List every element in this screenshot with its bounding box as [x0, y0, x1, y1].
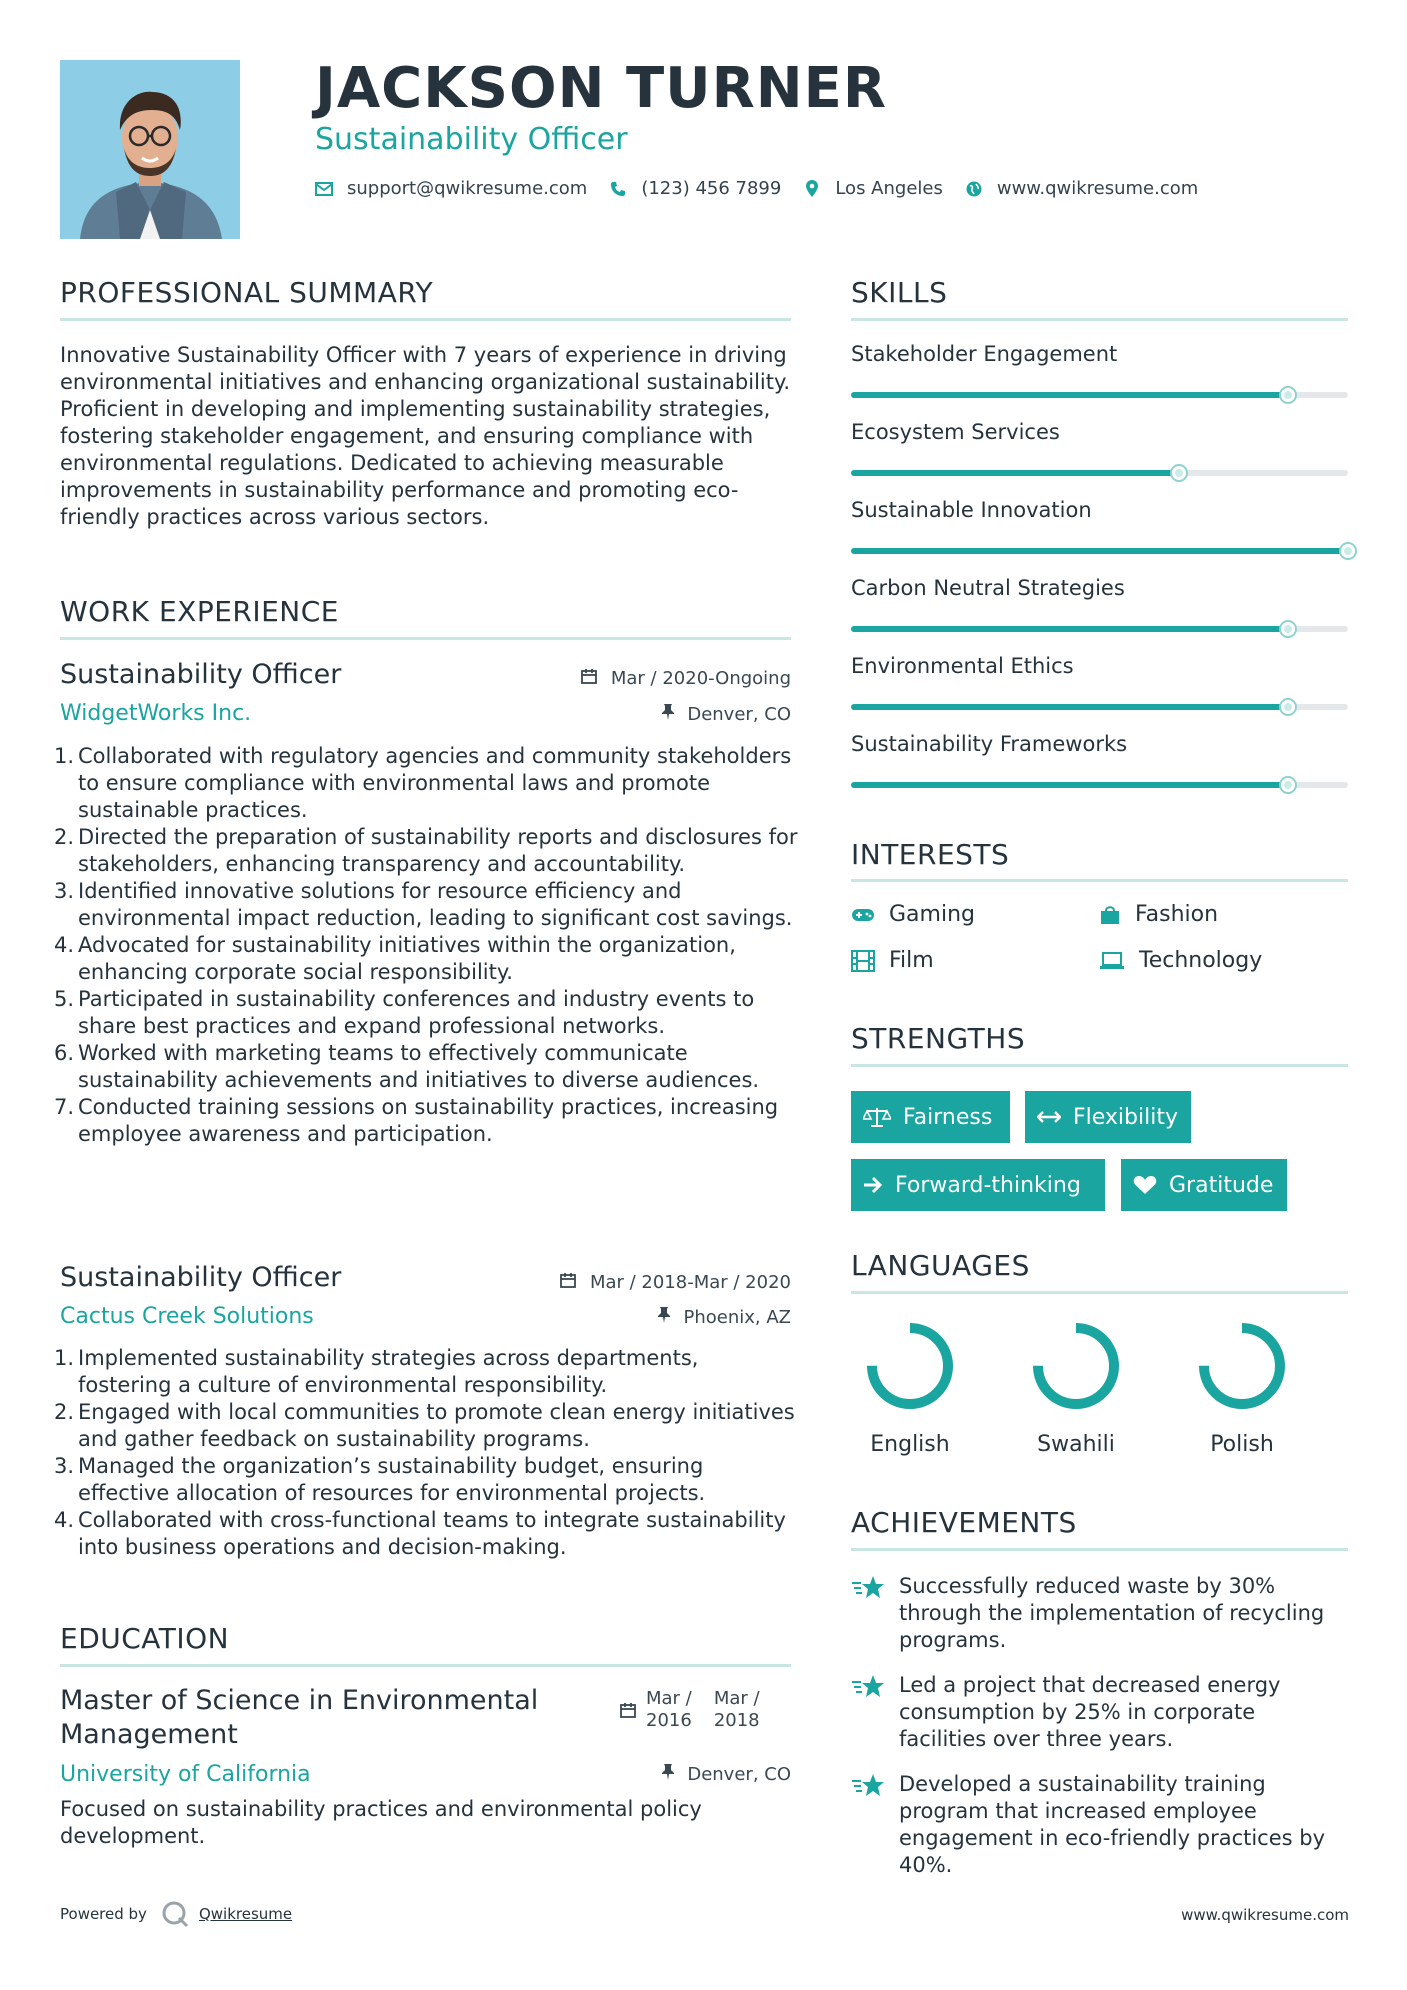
strength-badge-fairness: Fairness	[851, 1091, 1010, 1143]
skill-bar-knob	[1279, 698, 1297, 716]
job-title: Sustainability Officer	[60, 659, 342, 690]
summary-rule	[60, 318, 791, 321]
calendar-icon	[581, 668, 603, 689]
skill-label: Stakeholder Engagement	[851, 342, 1118, 366]
achievements-rule	[851, 1548, 1348, 1551]
job-location	[658, 1307, 791, 1328]
summary-text: Innovative Sustainability Officer with 7 years of experience in driving environmental initiatives and enhancing organizational sustainability. Proficient in developing and implementing sustainability strategies, fostering stakeholder engagement, and ensuring compliance with environmental regulations. Dedicated to achieving measurable improvements in sustainability performance and promoting eco-friendly practices across various sectors.	[60, 343, 791, 529]
education-heading: EDUCATION	[60, 1622, 230, 1655]
achievements-heading: ACHIEVEMENTS	[851, 1506, 1077, 1539]
interest-technology: Technology	[1099, 948, 1262, 973]
skill-bar-knob	[1279, 620, 1297, 638]
education-rule	[60, 1664, 791, 1667]
calendar-icon	[620, 1702, 636, 1732]
language-ring	[1196, 1320, 1288, 1412]
skill-label: Ecosystem Services	[851, 420, 1060, 444]
contact-bar	[315, 178, 1220, 199]
skills-heading: SKILLS	[851, 276, 948, 309]
list-item: 1. Collaborated with regulatory agencies and community stakeholders to ensure compliance with environmental laws and promote sustainable practices.	[53, 744, 792, 822]
education-end: Mar / 2018	[713, 1688, 760, 1731]
footer-website[interactable]: www.qwikresume.com	[1181, 1906, 1349, 1924]
list-item: 1. Implemented sustainability strategies across departments, fostering a culture of environmental responsibility.	[53, 1346, 699, 1397]
skill-bar	[851, 470, 1348, 476]
achievement-item: Successfully reduced waste by 30% through the implementation of recycling programs.	[851, 1573, 1331, 1654]
contact-phone[interactable]: (123) 456 7899	[641, 178, 782, 199]
skill-bar-fill	[851, 782, 1288, 788]
contact-location: Los Angeles	[835, 178, 943, 199]
job-location-text: Phoenix, AZ	[683, 1307, 791, 1328]
phone-icon	[609, 181, 627, 197]
skill-bar-knob	[1279, 386, 1297, 404]
skill-bar	[851, 626, 1348, 632]
balance-scale-icon	[863, 1106, 891, 1128]
skill-label: Sustainability Frameworks	[851, 732, 1128, 756]
interests-heading: INTERESTS	[851, 838, 1010, 871]
job-company: WidgetWorks Inc.	[60, 701, 252, 726]
gamepad-icon	[851, 907, 875, 923]
pushpin-icon	[662, 704, 680, 725]
heart-icon	[1133, 1175, 1157, 1195]
skill-bar	[851, 548, 1348, 554]
qwikresume-logo-icon	[161, 1900, 189, 1928]
job-dates-text: Mar / 2020-Ongoing	[610, 668, 791, 689]
strength-badge-forward-thinking: Forward-thinking	[851, 1159, 1105, 1211]
calendar-icon	[560, 1272, 582, 1293]
list-item: 3. Identified innovative solutions for resource efficiency and environmental impact reduction, leading to significant cost savings.	[53, 879, 793, 930]
language-name: Swahili	[1037, 1432, 1115, 1457]
skills-rule	[851, 318, 1348, 321]
education-description: Focused on sustainability practices and environmental policy development.	[60, 1797, 702, 1848]
globe-icon	[965, 181, 983, 197]
skill-bar-fill	[851, 626, 1288, 632]
skill-bar	[851, 392, 1348, 398]
skill-bar-fill	[851, 548, 1348, 554]
contact-website[interactable]: www.qwikresume.com	[996, 178, 1199, 199]
strength-badge-gratitude: Gratitude	[1121, 1159, 1287, 1211]
job-company: Cactus Creek Solutions	[60, 1304, 314, 1329]
skill-label: Sustainable Innovation	[851, 498, 1092, 522]
language-item	[860, 1320, 960, 1457]
education-start: Mar / 2016	[646, 1688, 692, 1731]
language-item	[1026, 1320, 1126, 1457]
job-bullets	[48, 1345, 798, 1561]
strength-badge-flexibility: Flexibility	[1025, 1091, 1191, 1143]
list-item: 5. Participated in sustainability conferences and industry events to share best practices and expand professional networks.	[53, 987, 755, 1038]
pushpin-icon	[662, 1764, 680, 1785]
contact-email[interactable]: support@qwikresume.com	[347, 178, 588, 199]
job-title: Sustainability Officer	[60, 1262, 342, 1293]
achievement-item: Led a project that decreased energy consumption by 25% in corporate facilities over three years.	[851, 1672, 1331, 1753]
skill-bar	[851, 782, 1348, 788]
job-dates-text: Mar / 2018-Mar / 2020	[589, 1272, 791, 1293]
film-icon	[851, 950, 875, 972]
interest-gaming: Gaming	[851, 902, 975, 927]
skill-label: Environmental Ethics	[851, 654, 1074, 678]
arrows-horizontal-icon	[1037, 1111, 1061, 1123]
skill-label: Carbon Neutral Strategies	[851, 576, 1125, 600]
list-item: 4. Advocated for sustainability initiatives within the organization, enhancing corporate social responsibility.	[53, 933, 736, 984]
star-badge-icon	[851, 1773, 885, 1799]
summary-heading: PROFESSIONAL SUMMARY	[60, 276, 434, 309]
achievement-item: Developed a sustainability training program that increased employee engagement in eco-friendly practices by 40%.	[851, 1771, 1331, 1879]
school-name: University of California	[60, 1762, 311, 1787]
degree-title: Master of Science in Environmental Management	[60, 1685, 539, 1750]
envelope-icon	[315, 182, 333, 196]
experience-heading: WORK EXPERIENCE	[60, 595, 339, 628]
interests-rule	[851, 879, 1348, 882]
list-item: 7. Conducted training sessions on sustainability practices, increasing employee awareness and participation.	[53, 1095, 779, 1146]
language-ring	[864, 1320, 956, 1412]
language-item	[1192, 1320, 1292, 1457]
candidate-title: Sustainability Officer	[315, 122, 628, 157]
language-name: Polish	[1210, 1432, 1274, 1457]
language-name: English	[870, 1432, 950, 1457]
list-item: 2. Engaged with local communities to promote clean energy initiatives and gather feedback on sustainability programs.	[53, 1400, 795, 1451]
footer-powered-by: Powered by Qwikresume	[60, 1900, 292, 1928]
shopping-bag-icon	[1099, 904, 1121, 926]
skill-bar-fill	[851, 470, 1179, 476]
education-dates	[620, 1688, 760, 1732]
interest-fashion: Fashion	[1099, 902, 1218, 927]
language-ring-arc	[1204, 1328, 1280, 1404]
job-location-text: Denver, CO	[687, 704, 791, 725]
arrow-right-icon	[863, 1176, 883, 1194]
skill-bar-fill	[851, 704, 1288, 710]
skill-bar-knob	[1279, 776, 1297, 794]
language-ring	[1030, 1320, 1122, 1412]
pushpin-icon	[658, 1307, 676, 1328]
experience-rule	[60, 637, 791, 640]
strengths-rule	[851, 1064, 1348, 1067]
interest-film: Film	[851, 948, 934, 973]
list-item: 3. Managed the organization’s sustainability budget, ensuring effective allocation of resources for environmental projects.	[53, 1454, 706, 1505]
skill-bar-knob	[1339, 542, 1357, 560]
job-dates	[581, 668, 791, 689]
job-dates	[560, 1272, 791, 1293]
footer-brand-link[interactable]: Qwikresume	[198, 1905, 293, 1923]
star-badge-icon	[851, 1575, 885, 1601]
profile-photo	[60, 60, 240, 239]
language-ring-arc	[872, 1328, 948, 1404]
strengths-heading: STRENGTHS	[851, 1022, 1026, 1055]
languages-heading: LANGUAGES	[851, 1249, 1030, 1282]
education-location: Denver, CO	[662, 1764, 791, 1785]
star-badge-icon	[851, 1674, 885, 1700]
list-item: 6. Worked with marketing teams to effectively communicate sustainability achievements and initiatives to diverse audiences.	[53, 1041, 760, 1092]
list-item: 4. Collaborated with cross-functional teams to integrate sustainability into business operations and decision-making.	[53, 1508, 786, 1559]
skill-bar-fill	[851, 392, 1288, 398]
laptop-icon	[1099, 952, 1125, 970]
skill-bar	[851, 704, 1348, 710]
list-item: 2. Directed the preparation of sustainability reports and disclosures for stakeholders, enhancing transparency and accountability.	[53, 825, 798, 876]
language-ring-arc	[1038, 1328, 1114, 1404]
job-bullets	[48, 743, 798, 1148]
map-marker-icon	[803, 180, 821, 197]
languages-rule	[851, 1291, 1348, 1294]
candidate-name: JACKSON TURNER	[315, 56, 888, 121]
job-location	[662, 704, 791, 725]
skill-bar-knob	[1170, 464, 1188, 482]
